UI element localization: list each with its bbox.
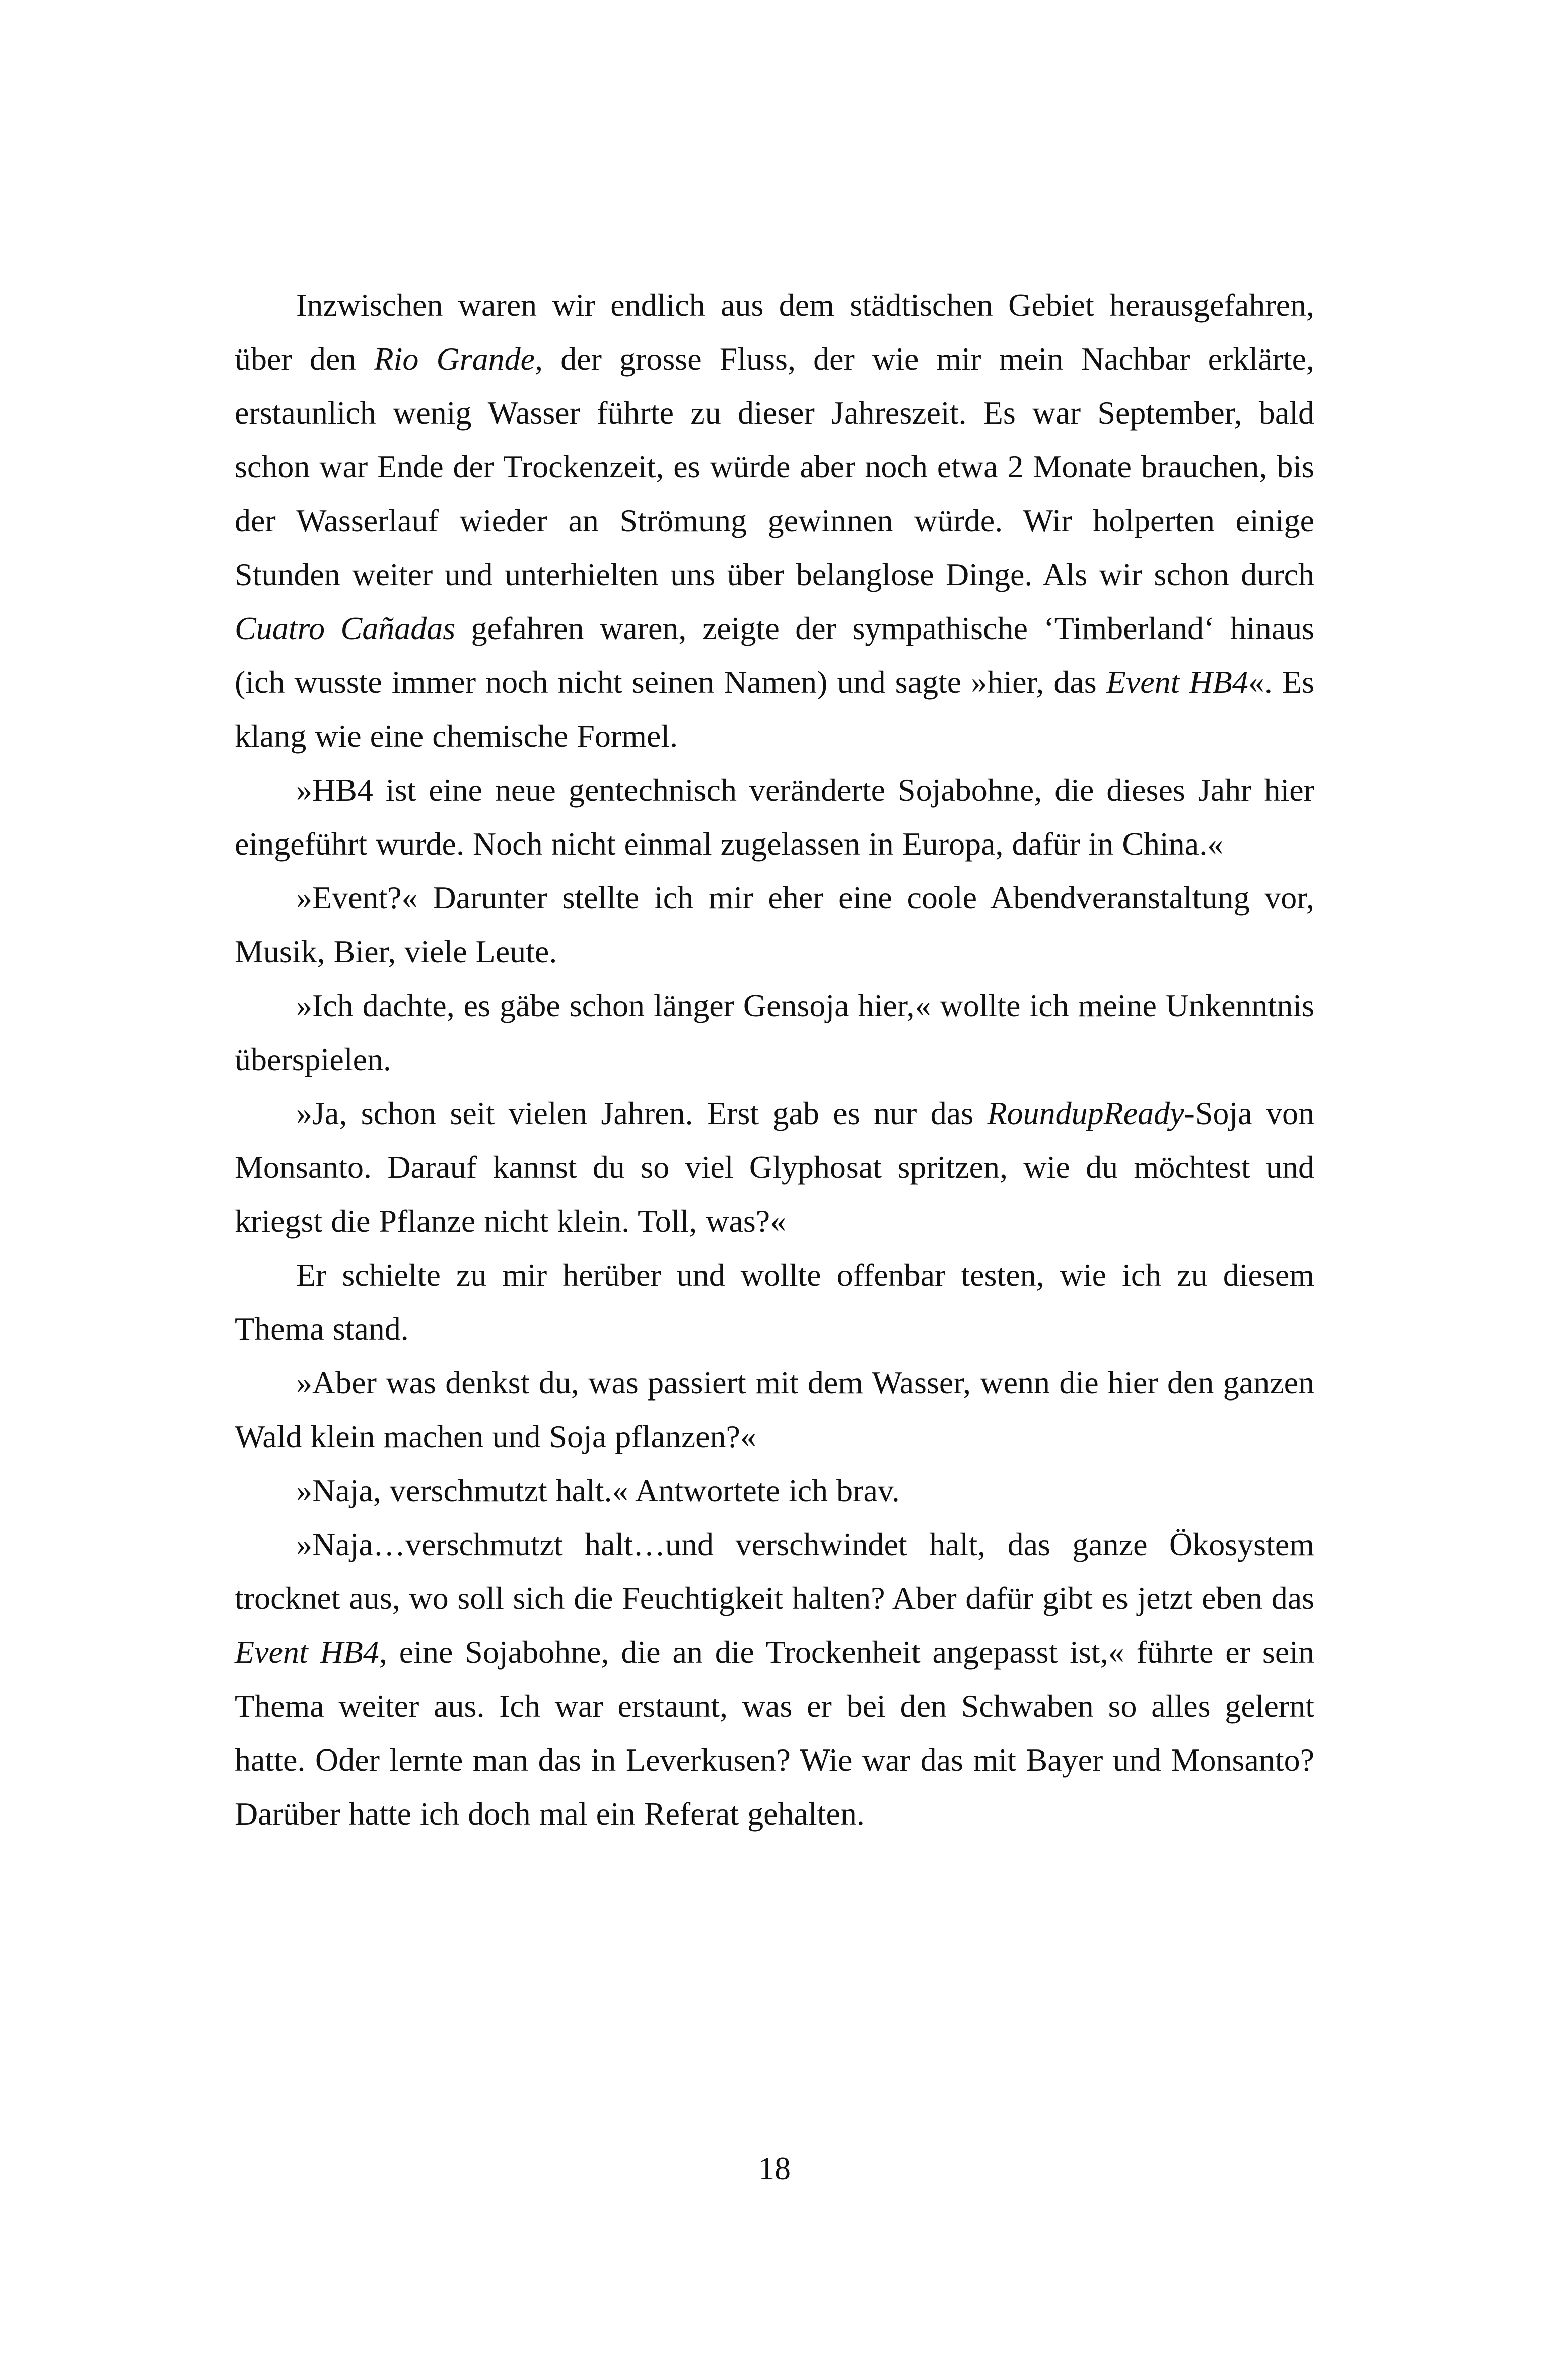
text-segment: »Naja…verschmutzt halt…und verschwindet halt, das ganze Ökosystem trocknet aus, wo soll sich die Feuchtigkeit halten? Aber dafür gibt es jetzt eben das	[235, 1526, 1314, 1616]
text-segment: -Soja von Monsanto. Darauf kannst du so viel Glyphosat spritzen, wie du möchtest und kriegst die Pflanze nicht klein. Toll, was?«	[235, 1095, 1315, 1239]
text-segment: Inzwischen waren wir endlich aus dem städtischen Gebiet herausgefahren, über den	[235, 287, 1314, 377]
text-segment: »Naja, verschmutzt halt.« Antwortete ich brav.	[296, 1473, 900, 1508]
text-segment: der grosse Fluss, der wie mir mein Nachbar erklärte, erstaunlich wenig Wasser führte zu dieser Jahreszeit. Es war September, bald schon war Ende der Trockenzeit, es würde aber noch etwa 2 Monate brauchen, bis der Wasserlauf wieder an Strömung gewinnen würde. Wir holperten einige Stunden weiter und unterhielten uns über belanglose Dinge. Als wir schon durch	[235, 341, 1315, 592]
paragraph-3	[235, 871, 1314, 978]
text-segment-italic: Rio Grande,	[374, 341, 543, 377]
text-segment: «. Es klang wie eine chemische Formel.	[235, 664, 1315, 754]
text-segment: »Event?« Darunter stellte ich mir eher eine coole Abendveranstaltung vor, Musik, Bier, viele Leute.	[235, 880, 1314, 969]
paragraph-6	[235, 1248, 1314, 1356]
text-segment: , eine Sojabohne, die an die Trockenheit angepasst ist,« führte er sein Thema weiter aus. Ich war erstaunt, was er bei den Schwaben so alles gelernt hatte. Oder lernte man das in Leverkusen? Wie war das mit Bayer und Monsanto? Darüber hatte ich doch mal ein Referat gehalten.	[235, 1634, 1315, 1832]
text-segment-italic: Cuatro Cañadas	[235, 610, 456, 646]
page-number: 18	[758, 2150, 791, 2186]
text-segment: Er schielte zu mir herüber und wollte offenbar testen, wie ich zu diesem Thema stand.	[235, 1257, 1314, 1347]
text-block	[235, 278, 1314, 1841]
text-segment-italic: RoundupReady	[987, 1095, 1184, 1131]
paragraph-5	[235, 1086, 1314, 1248]
paragraph-2	[235, 763, 1314, 871]
paragraph-9	[235, 1517, 1314, 1841]
paragraph-7	[235, 1356, 1314, 1463]
text-segment: »Ja, schon seit vielen Jahren. Erst gab es nur das	[296, 1095, 988, 1131]
text-segment-italic: Event HB4	[1106, 664, 1248, 700]
paragraph-4	[235, 978, 1314, 1086]
text-segment: »Ich dachte, es gäbe schon länger Gensoja hier,« wollte ich meine Unkenntnis überspielen.	[235, 988, 1314, 1077]
paragraph-1	[235, 278, 1314, 763]
text-segment: gefahren waren, zeigte der sympathische ‘Timberland‘ hinaus (ich wusste immer noch nicht seinen Namen) und sagte »hier, das	[235, 610, 1315, 700]
paragraph-8	[235, 1463, 1314, 1517]
text-segment: »HB4 ist eine neue gentechnisch veränderte Sojabohne, die dieses Jahr hier eingeführt wurde. Noch nicht einmal zugelassen in Europa, dafür in China.«	[235, 772, 1314, 862]
text-segment: »Aber was denkst du, was passiert mit dem Wasser, wenn die hier den ganzen Wald klein machen und Soja pflanzen?«	[235, 1365, 1314, 1454]
text-segment-italic: Event HB4	[235, 1634, 379, 1670]
